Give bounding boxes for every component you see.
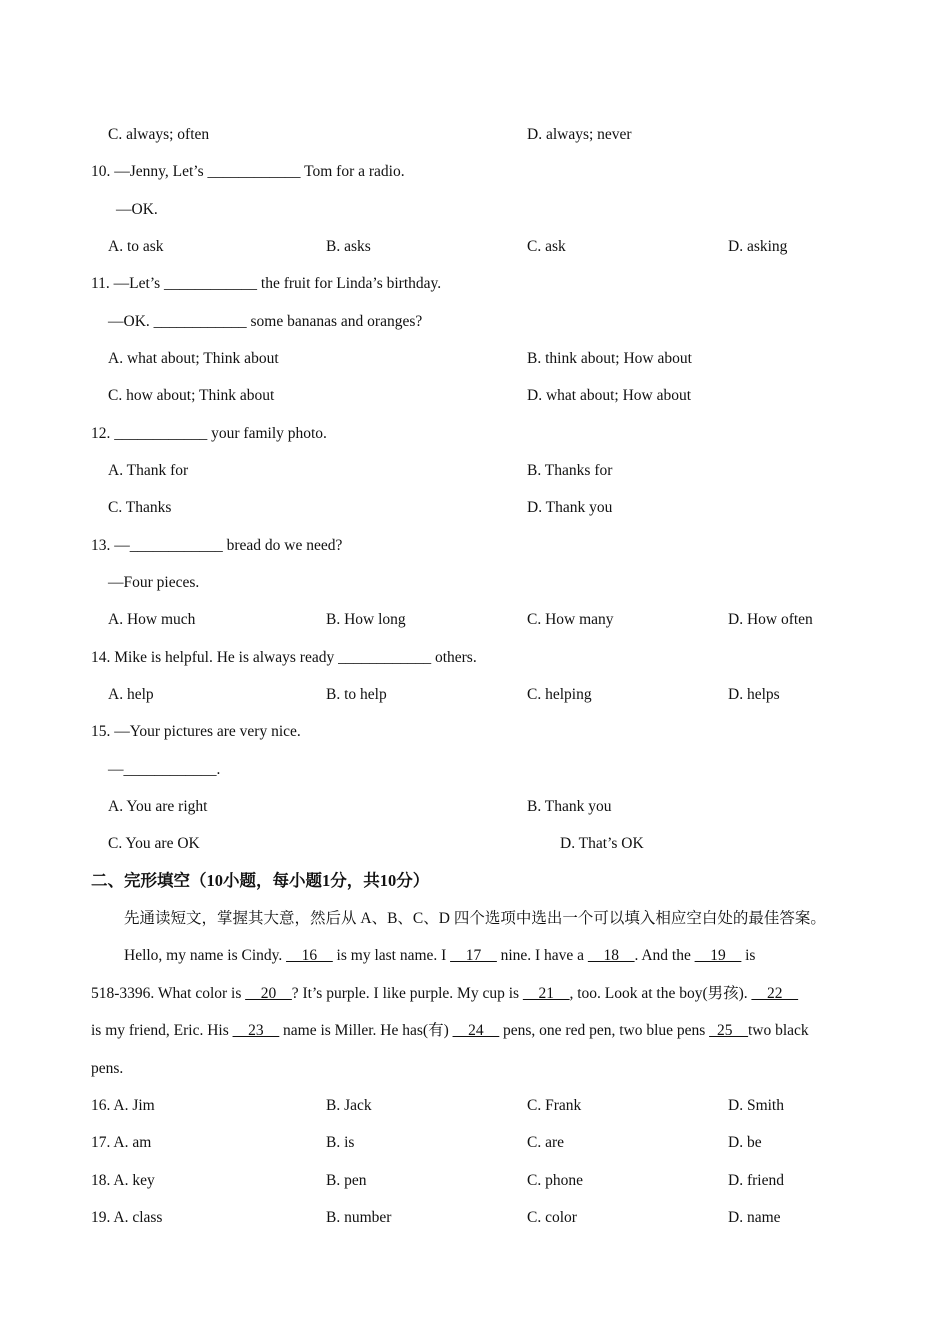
q18-option-a: 18. A. key [91,1172,155,1189]
q11-option-c: C. how about; Think about [108,387,275,404]
q9-option-c: C. always; often [108,126,210,143]
q16-option-a: 16. A. Jim [91,1097,155,1114]
q13-reply: —Four pieces. [108,574,200,591]
blank-16: __16__ [286,947,333,964]
passage-text: 518-3396. What color is [91,985,246,1002]
blank-25: _25__ [709,1022,748,1039]
q19-option-d: D. name [728,1209,781,1226]
passage-text: name is Miller. He has(有) [279,1022,453,1039]
q10-option-a: A. to ask [108,238,164,255]
passage-line-2 [91,984,798,1004]
blank-23: __23__ [232,1022,280,1039]
q14-stem: 14. Mike is helpful. He is always ready ____________ others. [91,649,477,666]
q10-option-c: C. ask [527,238,566,255]
q15-option-b: B. Thank you [527,798,612,815]
q14-option-d: D. helps [728,686,780,703]
q9-option-d: D. always; never [527,126,632,143]
blank-20: __20__ [245,985,292,1002]
q12-option-d: D. Thank you [527,499,613,516]
q10-option-d: D. asking [728,238,788,255]
q19-option-c: C. color [527,1209,577,1226]
q16-option-c: C. Frank [527,1097,582,1114]
blank-22: __22__ [751,985,799,1002]
passage-line-3 [91,1021,809,1041]
passage-text: is [741,947,756,964]
q13-stem: 13. —____________ bread do we need? [91,537,343,554]
q12-option-b: B. Thanks for [527,462,613,479]
passage-text: is my friend, Eric. His [91,1022,233,1039]
q15-option-c: C. You are OK [108,835,200,852]
q12-stem: 12. ____________ your family photo. [91,425,327,442]
q11-reply: —OK. ____________ some bananas and oranges? [108,313,423,330]
passage-text: is my last name. I [332,947,451,964]
q13-option-b: B. How long [326,611,406,628]
q18-option-c: C. phone [527,1172,583,1189]
passage-text: . And the [634,947,695,964]
passage-text: ? It’s purple. I like purple. My cup is [291,985,523,1002]
passage-text: Hello, my name is Cindy. [124,947,287,964]
q16-option-b: B. Jack [326,1097,372,1114]
q11-stem: 11. —Let’s ____________ the fruit for Linda’s birthday. [91,275,442,292]
q18-option-b: B. pen [326,1172,367,1189]
q12-option-a: A. Thank for [108,462,189,479]
passage-text: two black [747,1022,809,1039]
q15-option-d: D. That’s OK [560,835,644,852]
q17-option-a: 17. A. am [91,1134,152,1151]
section-heading: 二、完形填空（10小题，每小题1分，共10分） [91,871,430,890]
blank-18: __18__ [587,947,635,964]
q19-option-a: 19. A. class [91,1209,163,1226]
blank-24: __24__ [452,1022,500,1039]
passage-text: pens, one red pen, two blue pens [499,1022,710,1039]
section-instruction: 先通读短文，掌握其大意，然后从 A、B、C、D 四个选项中选出一个可以填入相应空白处的最佳答案。 [124,910,826,927]
q17-option-c: C. are [527,1134,565,1151]
q13-option-c: C. How many [527,611,614,628]
blank-21: __21__ [522,985,570,1002]
passage-line-4: pens. [91,1060,124,1077]
q13-option-a: A. How much [108,611,196,628]
q12-option-c: C. Thanks [108,499,172,516]
q18-option-d: D. friend [728,1172,784,1189]
q11-option-b: B. think about; How about [527,350,692,367]
passage-text: , too. Look at the boy(男孩). [569,985,752,1002]
passage-text: nine. I have a [496,947,588,964]
q13-option-d: D. How often [728,611,813,628]
q17-option-b: B. is [326,1134,355,1151]
q19-option-b: B. number [326,1209,392,1226]
q11-option-d: D. what about; How about [527,387,692,404]
q11-option-a: A. what about; Think about [108,350,279,367]
q16-option-d: D. Smith [728,1097,784,1114]
q15-option-a: A. You are right [108,798,208,815]
q14-option-a: A. help [108,686,154,703]
q17-option-d: D. be [728,1134,762,1151]
q15-reply: —____________. [108,761,221,778]
q14-option-c: C. helping [527,686,592,703]
q14-option-b: B. to help [326,686,387,703]
passage-line-1 [124,946,755,966]
q10-option-b: B. asks [326,238,371,255]
blank-19: __19__ [694,947,742,964]
blank-17: __17__ [450,947,497,964]
q15-stem: 15. —Your pictures are very nice. [91,723,301,740]
q10-reply: —OK. [116,201,158,218]
q10-stem: 10. —Jenny, Let’s ____________ Tom for a radio. [91,163,405,180]
